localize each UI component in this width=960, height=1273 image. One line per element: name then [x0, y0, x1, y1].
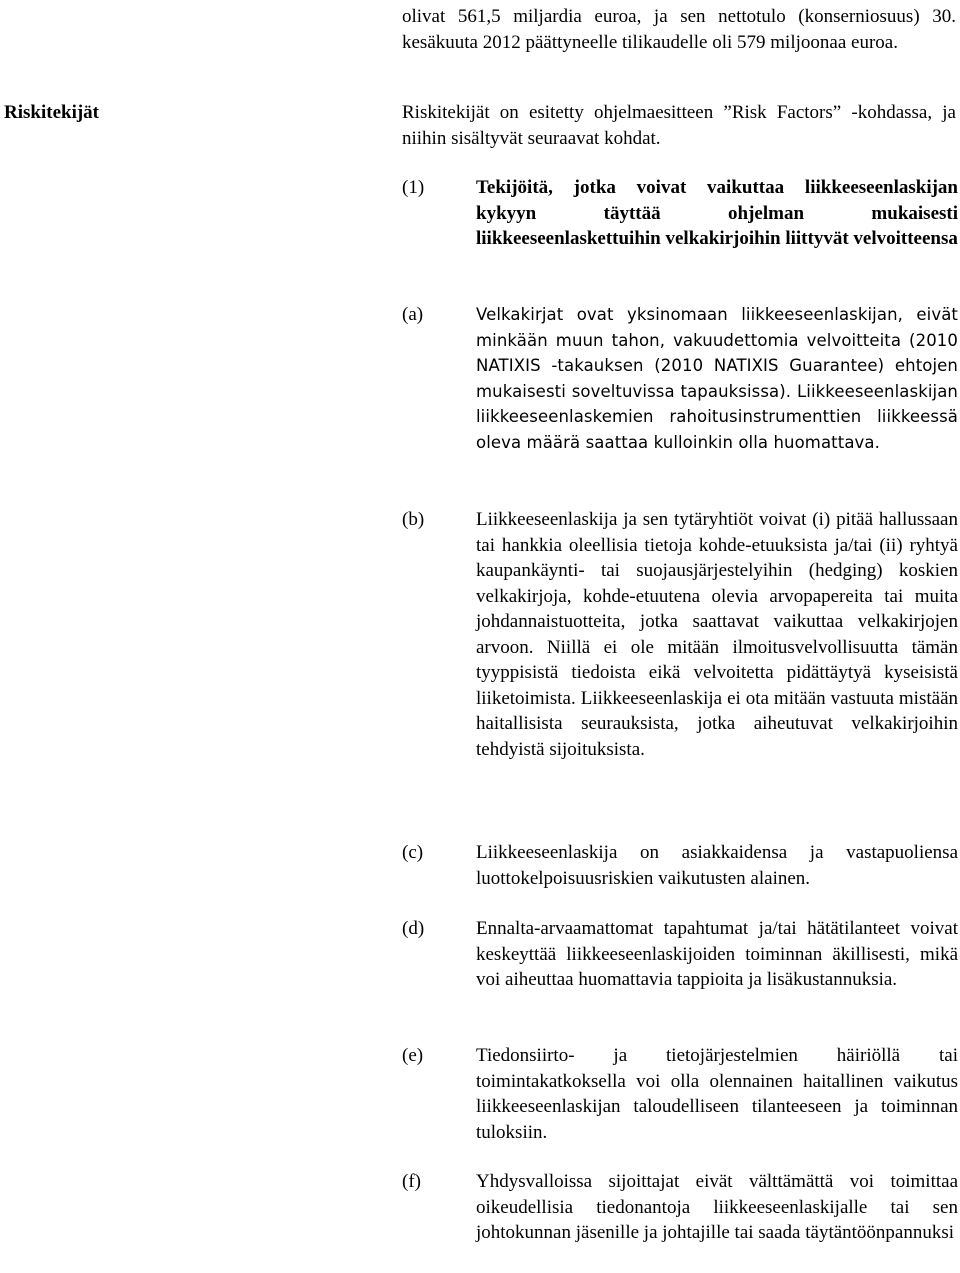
- risk-item-text: Velkakirjat ovat yksinomaan liikkeeseenlaskijan, eivät minkään muun tahon, vakuudettomia velvoitteita (2010 NATIXIS -takauksen (2010 NATIXIS Guarantee) ehtojen mukaisesti soveltuvissa tapauksissa). Liikkeeseenlaskijan liikkeeseenlaskemien rahoitusinstrumenttien liikkeessä oleva määrä saattaa kulloinkin olla huomattava.: [476, 305, 958, 452]
- risk-item-text: Liikkeeseenlaskija on asiakkaidensa ja vastapuoliensa luottokelpoisuusriskien vaikutusten alainen.: [476, 842, 958, 889]
- risk-item-text: Tiedonsiirto- ja tietojärjestelmien häiriöllä tai toimintakatkoksella voi olla olennainen haitallinen vaikutus liikkeeseenlaskijan taloudelliseen tilanteeseen ja toiminnan tuloksiin.: [476, 1045, 958, 1143]
- risk-item-text: Yhdysvalloissa sijoittajat eivät välttämättä voi toimittaa oikeudellisia tiedonantoja liikkeeseenlaskijalle tai sen johtokunnan jäsenille ja johtajille tai saada täytäntöönpannuksi: [476, 1171, 958, 1243]
- risk-item-marker: (f): [402, 1171, 421, 1192]
- section-label: Riskitekijät: [4, 102, 99, 123]
- intro-paragraph: olivat 561,5 miljardia euroa, ja sen nettotulo (konserniosuus) 30. kesäkuuta 2012 päättyneelle tilikaudelle oli 579 miljoonaa euroa.: [402, 6, 956, 53]
- risk-item-marker: (a): [402, 304, 424, 325]
- section-intro-text: Riskitekijät on esitetty ohjelmaesitteen ”Risk Factors” -kohdassa, ja niihin sisältyvät seuraavat kohdat.: [402, 102, 956, 149]
- risk-item-text: Liikkeeseenlaskija ja sen tytäryhtiöt voivat (i) pitää hallussaan tai hankkia oleellisia tietoja kohde-etuuksista ja/tai (ii) ryhtyä kaupankäynti- tai suojausjärjestelyihin (hedging) koskien velkakirjoja, kohde-etuutena olevia arvopapereita tai muita johdannaistuotteita, jotka saattavat vaikuttaa velkakirjojen arvoon. Niillä ei ole mitään ilmoitusvelvollisuutta tämän tyyppisistä tiedoista eikä velvoitetta pidättäytyä kyseisistä liiketoimista. Liikkeeseenlaskija ei ota mitään vastuuta mistään haitallisista seurauksista, jotka aiheutuvat velkakirjoihin tehdyistä sijoituksista.: [476, 509, 958, 760]
- risk-heading-marker: (1): [402, 177, 425, 198]
- risk-item-marker: (d): [402, 918, 425, 939]
- risk-item-marker: (e): [402, 1045, 424, 1066]
- risk-item-marker: (c): [402, 842, 424, 863]
- risk-item-marker: (b): [402, 509, 425, 530]
- risk-heading-text: Tekijöitä, jotka voivat vaikuttaa liikkeeseenlaskijan kykyyn täyttää ohjelman mukaisesti liikkeeseenlaskettuihin velkakirjoihin liittyvät velvoitteensa: [476, 177, 958, 249]
- risk-item-text: Ennalta-arvaamattomat tapahtumat ja/tai hätätilanteet voivat keskeyttää liikkeeseenlaskijoiden toiminnan äkillisesti, mikä voi aiheuttaa huomattavia tappioita ja lisäkustannuksia.: [476, 918, 958, 990]
